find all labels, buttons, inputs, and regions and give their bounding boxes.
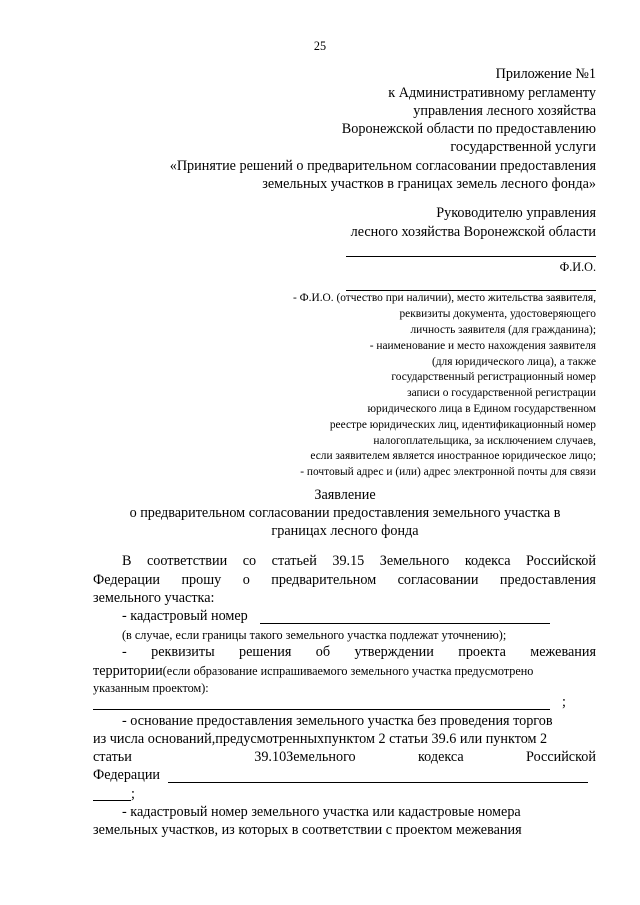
applicant-info-line: - Ф.И.О. (отчество при наличии), место жительства заявителя, (292, 292, 596, 304)
basis-end-semicolon: ; (131, 786, 135, 802)
requisites-input-line (93, 709, 550, 710)
applicant-info-line: личность заявителя (для гражданина); (410, 324, 596, 336)
basis-line-2: из числа оснований,предусмотренныхпунктом 2 статьи 39.6 или пунктом 2 (93, 731, 548, 747)
applicant-info-line: реестре юридических лиц, идентификационный номер (329, 419, 596, 431)
appendix-line: «Принятие решений о предварительном согласовании предоставления (169, 158, 596, 174)
applicant-info-line: (для юридического лица), а также (431, 356, 596, 368)
body-word: соответствии (147, 553, 228, 569)
recipient-line: лесного хозяйства Воронежской области (350, 224, 596, 240)
body-word: 39.10Земельного (254, 749, 356, 765)
appendix-line: Приложение №1 (495, 66, 596, 82)
cadastral-input-line (260, 623, 550, 624)
basis-line-4: Федерации (93, 767, 161, 783)
body-word: прошу (181, 572, 222, 588)
body-word: согласовании (397, 572, 479, 588)
body-word: статьей (271, 553, 317, 569)
body-word: В (122, 553, 132, 569)
applicant-info-line: - наименование и место нахождения заявителя (369, 340, 596, 352)
body-word: Российской (526, 749, 596, 765)
page-number: 25 (313, 39, 327, 53)
applicant-info-line: государственный регистрационный номер (391, 371, 596, 383)
document-title: Заявление (314, 487, 376, 503)
body-word: статьи (93, 749, 132, 765)
basis-line-3 (93, 748, 596, 767)
body-word: Федерации (93, 572, 161, 588)
applicant-info-line: реквизиты документа, удостоверяющего (399, 308, 596, 320)
requisites-line-1 (122, 643, 596, 662)
basis-input-line (168, 782, 588, 783)
body-word: решения (239, 644, 292, 660)
body-word: со (242, 553, 257, 569)
applicant-info-line: записи о государственной регистрации (407, 387, 596, 399)
body-word: кодекса (464, 553, 511, 569)
body-word: предоставления (499, 572, 596, 588)
appendix-line: государственной услуги (450, 139, 596, 155)
requisites-note: (если образование испрашиваемого земельного участка предусмотрено (162, 664, 534, 678)
fio-label: Ф.И.О. (559, 260, 596, 274)
appendix-line: управления лесного хозяйства (413, 103, 596, 119)
document-subtitle: о предварительном согласовании предоставления земельного участка в (129, 505, 561, 521)
body-word: проекта (458, 644, 506, 660)
body-word: утверждении (354, 644, 434, 660)
applicant-info-line: если заявителем является иностранное юридическое лицо; (310, 450, 596, 462)
fio-signature-line (346, 256, 596, 257)
body-word: об (315, 644, 331, 660)
intro-line-2 (93, 571, 596, 590)
applicant-info-line: налогоплательщика, за исключением случаев, (373, 435, 596, 447)
applicant-info-line: юридического лица в Едином государственном (367, 403, 596, 415)
appendix-line: земельных участков в границах земель лесного фонда» (262, 176, 596, 192)
cadastral2-line-1: - кадастровый номер земельного участка или кадастровые номера (122, 804, 521, 820)
body-word: Российской (526, 553, 596, 569)
body-word: о (242, 572, 250, 588)
body-word: Земельного (379, 553, 450, 569)
basis-input-line-short (93, 800, 131, 801)
recipient-line: Руководителю управления (436, 205, 596, 221)
intro-line-3: земельного участка: (93, 590, 215, 606)
document-subtitle: границах лесного фонда (271, 523, 419, 539)
basis-line-1: - основание предоставления земельного участка без проведения торгов (122, 713, 553, 729)
intro-line-1 (122, 552, 596, 571)
cadastral-note: (в случае, если границы такого земельного участка подлежат уточнению); (122, 628, 507, 642)
requisites-line-3: указанным проектом): (93, 681, 209, 695)
body-word: предварительном (271, 572, 377, 588)
body-word: межевания (530, 644, 596, 660)
body-word: 39.15 (332, 553, 365, 569)
requisites-line-2 (93, 662, 533, 681)
requisites-semicolon: ; (562, 694, 566, 710)
applicant-info-line: - почтовый адрес и (или) адрес электронной почты для связи (300, 466, 596, 478)
appendix-line: Воронежской области по предоставлению (341, 121, 596, 137)
body-word: реквизиты (151, 644, 215, 660)
appendix-line: к Административному регламенту (388, 85, 596, 101)
cadastral2-line-2: земельных участков, из которых в соответствии с проектом межевания (93, 822, 522, 838)
cadastral-label: - кадастровый номер (122, 608, 248, 624)
body-word: - (122, 644, 127, 660)
body-word: кодекса (418, 749, 464, 765)
requisites-main: территории (93, 663, 163, 679)
